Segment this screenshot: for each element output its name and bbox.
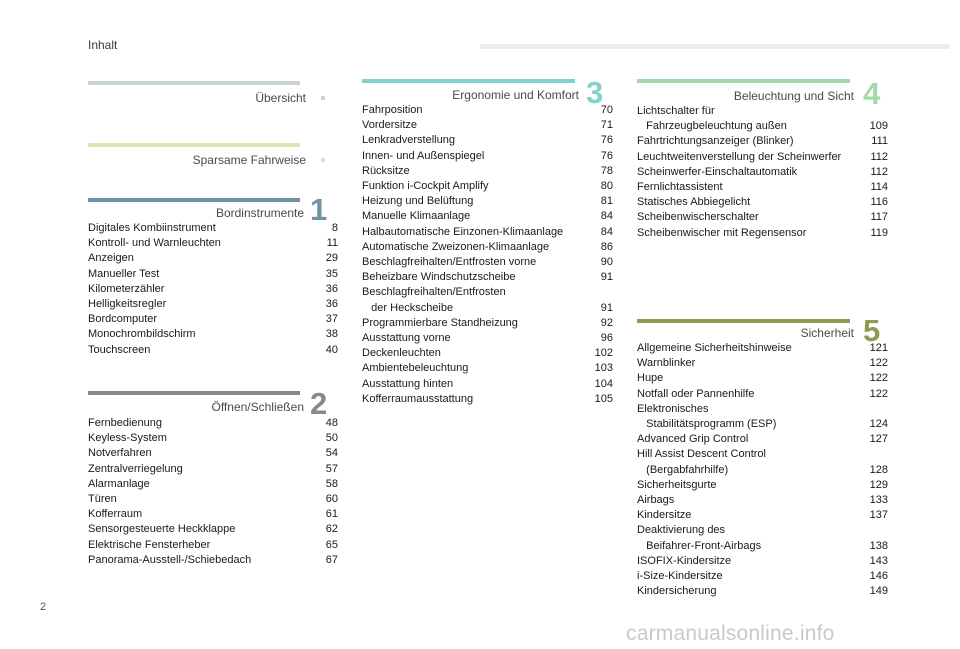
toc-entry[interactable] [637,165,888,180]
section-sicherheit [637,313,888,598]
toc-entry-page: 112 [870,165,888,178]
toc-entry-page: 90 [600,256,613,269]
toc-entry-page: 76 [600,149,613,162]
toc-entry-label: Touchscreen [88,343,151,356]
toc-entry-page: 143 [869,554,888,567]
toc-entry-label: Heizung und Belüftung [362,195,474,208]
toc-entry[interactable] [362,346,613,361]
toc-entry[interactable] [362,316,613,331]
toc-entry-page: 37 [325,313,338,326]
toc-entry[interactable] [88,446,338,461]
toc-entry-label: Rücksitze [362,164,410,177]
toc-entry-page: 111 [871,135,888,148]
toc-entry[interactable] [88,221,338,236]
toc-entry[interactable] [362,103,613,118]
toc-entry-page: 121 [869,342,888,354]
toc-entry[interactable] [88,477,338,492]
toc-entry-page: 54 [325,447,338,460]
toc-entry[interactable] [362,149,613,164]
toc-entry[interactable] [637,478,888,493]
toc-entry-page: 84 [600,225,613,238]
toc-entry-label: Digitales Kombiinstrument [88,222,216,234]
toc-entry-page: 50 [325,432,338,445]
toc-entry[interactable] [362,270,613,285]
toc-entry[interactable] [362,209,613,224]
toc-entry[interactable] [362,240,613,255]
toc-entry-label: Warnblinker [637,357,696,370]
toc-entry-label: Ambientebeleuchtung [362,362,469,375]
toc-entry-label: Lichtschalter für Fahrzeugbeleuchtung außen [637,105,787,133]
toc-entry-page: 11 [326,237,338,250]
section-beleuchtung-sicht [637,76,888,249]
toc-entry-page: 96 [600,332,613,345]
toc-entry-label: Notverfahren [88,447,152,460]
section-bar [88,198,300,202]
toc-entry-page: 80 [600,180,613,193]
toc-list [88,416,338,568]
toc-entry-label: Beschlagfreihalten/Entfrosten der Heckscheibe [362,286,506,314]
toc-entry[interactable] [637,150,888,165]
toc-entry-label: Kofferraumausstattung [362,392,474,405]
toc-entry-page: 36 [325,282,338,295]
toc-entry-label: Airbags [637,494,675,507]
toc-entry[interactable] [362,179,613,194]
toc-entry-label: Ausstattung vorne [362,332,451,345]
section-title[interactable]: Öffnen/Schließen [211,400,304,414]
section-sparsame-fahrweise [88,143,340,173]
toc-entry-label: Fernbedienung [88,417,163,429]
toc-entry-label: Allgemeine Sicherheitshinweise [637,342,792,354]
toc-entry-label: Lenkradverstellung [362,134,455,147]
page-header-title: Inhalt [88,38,118,52]
toc-entry-page: 92 [600,316,613,329]
toc-entry[interactable] [637,523,888,553]
toc-list [362,103,613,407]
toc-entry[interactable] [88,538,338,553]
toc-entry-page: 29 [325,252,338,265]
toc-entry-page: 128 [869,463,888,476]
section-marker [321,96,325,100]
toc-entry-label: Automatische Zweizonen-Klimaanlage [362,240,550,253]
toc-entry-label: Elektrische Fensterheber [88,538,211,551]
toc-entry-label: Notfall oder Pannenhilfe [637,387,755,400]
toc-entry-label: Keyless-System [88,432,167,445]
toc-entry[interactable] [637,226,888,241]
toc-entry-label: i-Size-Kindersitze [637,570,723,583]
toc-entry-label: Kontroll- und Warnleuchten [88,237,221,250]
toc-entry-page: 91 [600,301,613,314]
section-ergonomie-komfort [362,75,613,409]
toc-entry[interactable] [88,522,338,537]
toc-entry-page: 48 [325,417,338,429]
section-marker [321,158,325,162]
toc-entry-page: 60 [325,493,338,506]
toc-entry-page: 105 [594,392,613,405]
toc-entry-label: Beheizbare Windschutzscheibe [362,271,516,284]
toc-entry-page: 35 [325,267,338,280]
toc-entry[interactable] [637,584,888,599]
section-title[interactable]: Bordinstrumente [215,206,304,220]
toc-entry[interactable] [637,432,888,447]
toc-entry-page: 114 [870,181,888,194]
toc-entry[interactable] [88,431,338,446]
toc-entry-label: Fahrposition [362,104,423,116]
toc-entry-page: 119 [870,226,888,239]
toc-entry-page: 40 [325,343,338,356]
toc-entry-label: Scheinwerfer-Einschaltautomatik [637,165,798,178]
header-rule [480,44,950,49]
toc-entry[interactable] [88,236,338,251]
section-bar [637,319,850,323]
toc-entry-label: Sensorgesteuerte Heckklappe [88,523,236,536]
page-number: 2 [40,601,47,613]
toc-entry-label: Zentralverriegelung [88,462,183,475]
toc-entry-page: 112 [870,150,888,163]
toc-entry-label: Bordcomputer [88,313,158,326]
section-bar [88,81,300,85]
toc-entry-page: 122 [869,372,888,385]
toc-entry-page: 71 [600,119,613,132]
toc-entry-label: Kindersicherung [637,585,717,598]
toc-entry[interactable] [637,104,888,134]
toc-entry[interactable] [362,361,613,376]
section-bar [637,79,850,83]
toc-entry-label: Scheibenwischer mit Regensensor [637,226,807,239]
toc-entry-page: 67 [325,553,338,566]
toc-entry-label: Deckenleuchten [362,347,441,360]
toc-entry-page: 104 [594,377,613,390]
toc-entry-page: 86 [600,240,613,253]
toc-entry-page: 124 [869,418,888,431]
toc-entry[interactable] [362,392,613,407]
section-title[interactable]: Beleuchtung und Sicht [733,89,854,103]
toc-entry[interactable] [88,251,338,266]
section-number: 5 [863,313,881,348]
toc-entry-page: 61 [325,508,338,521]
toc-entry[interactable] [362,194,613,209]
toc-entry-label: Deaktivierung des Beifahrer-Front-Airbags [637,524,762,552]
toc-entry[interactable] [637,195,888,210]
toc-entry[interactable] [88,492,338,507]
toc-entry[interactable] [88,297,338,312]
section-uebersicht [88,81,340,111]
toc-entry[interactable] [88,282,338,297]
section-oeffnen-schliessen [88,386,338,581]
toc-entry-page: 127 [869,433,888,446]
toc-entry[interactable] [637,554,888,569]
toc-entry[interactable] [362,118,613,133]
toc-entry-label: Hupe [637,372,664,385]
toc-entry[interactable] [362,377,613,392]
toc-entry[interactable] [637,447,888,477]
toc-entry-label: Helligkeitsregler [88,298,167,311]
watermark: carmanualsonline.info [626,622,835,645]
section-title[interactable]: Ergonomie und Komfort [452,88,579,102]
toc-entry-label: Fernlichtassistent [637,181,723,194]
toc-entry[interactable] [637,180,888,195]
toc-entry-label: Panorama-Ausstell-/Schiebedach [88,553,252,566]
section-number: 2 [310,386,328,421]
toc-entry-label: Ausstattung hinten [362,377,454,390]
section-title[interactable]: Sicherheit [800,326,854,340]
toc-entry[interactable] [88,312,338,327]
toc-entry[interactable] [637,371,888,386]
toc-entry-page: 8 [331,222,338,234]
toc-entry-page: 117 [870,211,888,224]
toc-entry-page: 102 [594,347,613,360]
toc-entry-label: Kindersitze [637,509,692,522]
toc-entry-page: 129 [869,478,888,491]
toc-entry-label: Programmierbare Standheizung [362,316,518,329]
toc-entry-label: Halbautomatische Einzonen-Klimaanlage [362,225,564,238]
toc-entry[interactable] [362,225,613,240]
toc-entry-page: 70 [600,104,613,116]
toc-list [637,341,888,599]
toc-entry[interactable] [88,507,338,522]
section-number: 3 [586,75,604,110]
toc-entry-label: Hill Assist Descent Control (Bergabfahrhilfe) [637,448,766,476]
toc-entry-label: Anzeigen [88,252,134,265]
toc-entry-label: Manueller Test [88,267,160,280]
toc-entry-label: Statisches Abbiegelicht [637,196,751,209]
toc-entry-label: Leuchtweitenverstellung der Scheinwerfer [637,150,842,163]
toc-entry-page: 65 [325,538,338,551]
toc-entry[interactable] [362,133,613,148]
toc-entry[interactable] [637,387,888,402]
toc-entry-label: Sicherheitsgurte [637,478,717,491]
toc-list [637,104,888,241]
toc-entry-page: 103 [594,362,613,375]
section-number: 1 [310,192,328,227]
toc-entry[interactable] [88,416,338,431]
toc-entry[interactable] [362,164,613,179]
toc-entry-page: 58 [325,477,338,490]
toc-entry-page: 138 [869,539,888,552]
toc-entry[interactable] [88,343,338,358]
toc-entry-label: Manuelle Klimaanlage [362,210,471,223]
toc-entry[interactable] [88,553,338,568]
toc-entry-label: Vordersitze [362,119,418,132]
toc-entry[interactable] [88,267,338,282]
toc-entry-page: 38 [325,328,338,341]
toc-entry-page: 91 [600,271,613,284]
toc-entry-page: 57 [325,462,338,475]
section-title[interactable]: Sparsame Fahrweise [192,153,306,167]
toc-entry-label: Alarmanlage [88,477,150,490]
toc-list [88,221,338,358]
section-bordinstrumente [88,192,338,366]
toc-entry-label: Kilometerzähler [88,282,165,295]
toc-entry[interactable] [637,134,888,149]
toc-entry[interactable] [362,331,613,346]
section-bar [88,143,300,147]
toc-entry-page: 116 [870,196,888,209]
toc-entry[interactable] [637,402,888,432]
toc-entry-page: 109 [869,120,888,133]
toc-entry[interactable] [362,255,613,270]
toc-entry[interactable] [362,285,613,315]
toc-entry-label: Kofferraum [88,508,143,521]
toc-entry-page: 78 [600,164,613,177]
toc-entry-label: ISOFIX-Kindersitze [637,554,732,567]
toc-entry[interactable] [637,356,888,371]
toc-entry[interactable] [637,341,888,356]
toc-entry-page: 146 [869,570,888,583]
toc-entry-label: Fahrtrichtungsanzeiger (Blinker) [637,135,794,148]
toc-entry-page: 137 [869,509,888,522]
toc-entry-page: 84 [600,210,613,223]
toc-entry-page: 76 [600,134,613,147]
toc-entry[interactable] [637,569,888,584]
toc-entry-page: 133 [869,494,888,507]
toc-entry[interactable] [637,493,888,508]
toc-entry[interactable] [88,462,338,477]
toc-entry-label: Scheibenwischerschalter [637,211,759,224]
section-bar [88,391,300,395]
toc-entry-page: 36 [325,298,338,311]
toc-entry-label: Advanced Grip Control [637,433,749,446]
section-number: 4 [863,76,881,111]
section-bar [362,79,575,83]
toc-entry-label: Elektronisches Stabilitätsprogramm (ESP) [637,402,777,431]
toc-entry-page: 81 [600,195,613,208]
toc-entry-label: Monochrombildschirm [88,328,196,341]
toc-entry-label: Türen [88,493,117,506]
toc-entry[interactable] [637,210,888,225]
toc-entry[interactable] [637,508,888,523]
section-title[interactable]: Übersicht [255,91,306,105]
toc-entry[interactable] [88,327,338,342]
toc-entry-label: Beschlagfreihalten/Entfrosten vorne [362,256,537,269]
toc-entry-page: 122 [869,357,888,370]
toc-entry-page: 149 [869,585,888,598]
toc-entry-page: 62 [325,523,338,536]
toc-entry-label: Funktion i-Cockpit Amplify [362,180,489,193]
toc-entry-page: 122 [869,387,888,400]
toc-entry-label: Innen- und Außenspiegel [362,149,485,162]
